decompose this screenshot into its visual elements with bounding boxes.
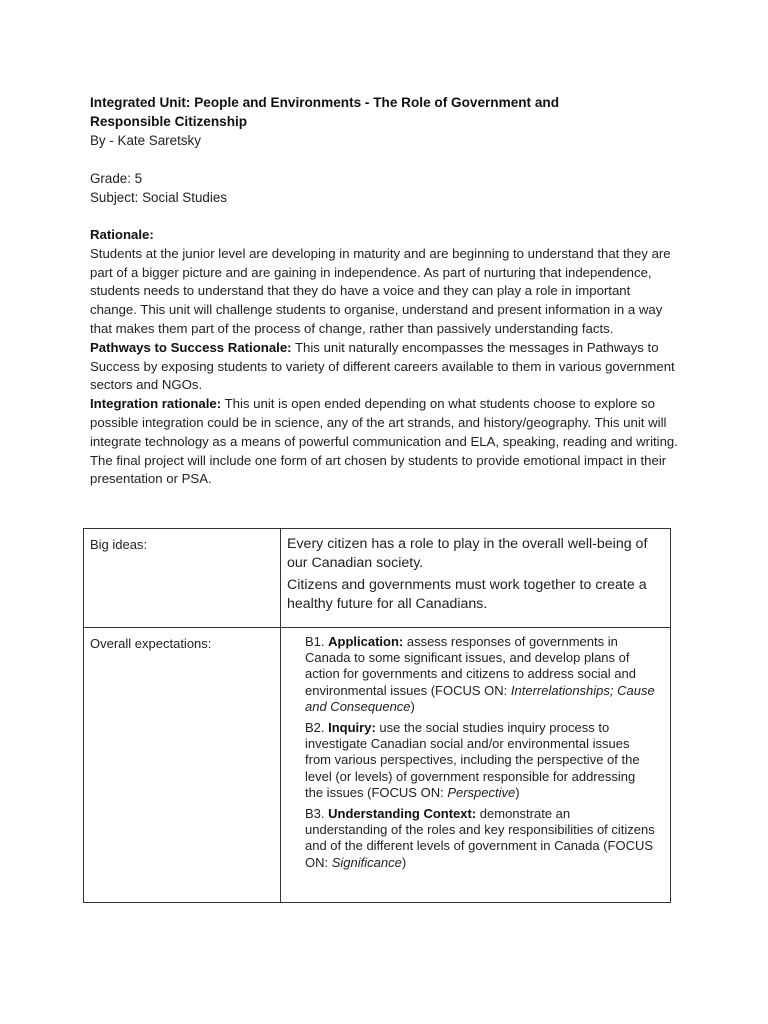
integration-paragraph (90, 395, 680, 489)
expectation-close: ) (515, 784, 520, 800)
table-row (84, 628, 671, 903)
rationale-text: Students at the junior level are developing in maturity and are beginning to understand that they are part of a bigger picture and are gaining in independence. As part of nurturing that independence, students needs to understand that they do have a voice and they can play a role in important change. This unit will challenge students to organise, understand and present information in a way that makes them part of the process of change, rather than passively understanding facts. (90, 245, 671, 336)
big-ideas-label: Big ideas: (84, 529, 281, 628)
author-line: By - Kate Saretsky (90, 133, 201, 148)
expectation-focus: Significance (331, 854, 402, 870)
expectation-b3 (305, 806, 656, 871)
grade-line: Grade: 5 (90, 171, 143, 186)
expectation-label: Understanding Context: (328, 806, 477, 822)
expectation-focus: Perspective (447, 784, 516, 800)
expectation-close: ) (401, 854, 407, 870)
rationale-heading: Rationale: (90, 227, 154, 242)
expectation-focus: Interrelationships; Cause and Consequence (305, 682, 655, 714)
title-line-2: Responsible Citizenship (90, 114, 248, 129)
big-idea: Every citizen has a role to play in the overall well-being of our Canadian society. (287, 536, 648, 571)
expectations-cell (281, 628, 671, 903)
expectation-prefix: B2. (305, 720, 329, 736)
expectation-text: demonstrate an understanding of the roles and key responsibilities of citizens and of the different levels of government in Canada (FOCUS ON: (305, 806, 655, 870)
expectation-close: ) (410, 698, 415, 714)
document-title (90, 93, 680, 131)
expectation-b2 (305, 720, 656, 801)
title-line-1: Integrated Unit: People and Environments - The Role of Government and (90, 95, 560, 110)
document-body (90, 93, 680, 489)
overall-expectations-label: Overall expectations: (84, 628, 281, 903)
integration-label: Integration rationale: (90, 396, 222, 412)
expectation-label: Inquiry: (328, 720, 376, 736)
expectation-b1 (305, 634, 656, 715)
table-row (84, 529, 671, 628)
pathways-paragraph (90, 339, 680, 395)
big-ideas-cell (281, 529, 671, 628)
unit-table (83, 528, 671, 903)
pathways-label: Pathways to Success Rationale: (90, 339, 292, 355)
expectation-text: use the social studies inquiry process to investigate Canadian social and/or environmental issues from various perspectives, including the perspective of the level (or levels) of government responsible for addressing the issues (FOCUS ON: (305, 720, 640, 800)
subject-line: Subject: Social Studies (90, 190, 227, 205)
expectation-label: Application: (328, 634, 404, 649)
integration-text: This unit is open ended depending on what students choose to explore so possible integration could be in science, any of the art strands, and history/geography. This unit will integrate technology as a means of powerful communication and ELA, speaking, reading and writing. The final project will include one form of art chosen by students to provide emotional impact in their presentation or PSA. (90, 396, 678, 487)
expectation-prefix: B1. (305, 634, 329, 649)
expectation-prefix: B3. (305, 806, 329, 822)
pathways-text: This unit naturally encompasses the messages in Pathways to Success by exposing students to variety of different careers available to them in various government sectors and NGOs. (90, 339, 675, 393)
big-idea: Citizens and governments must work together to create a healthy future for all Canadians. (287, 577, 647, 612)
expectation-text: assess responses of governments in Canada to some significant issues, and develop plans of action for governments and citizens to address social and environmental issues (FOCUS ON: (305, 634, 636, 698)
